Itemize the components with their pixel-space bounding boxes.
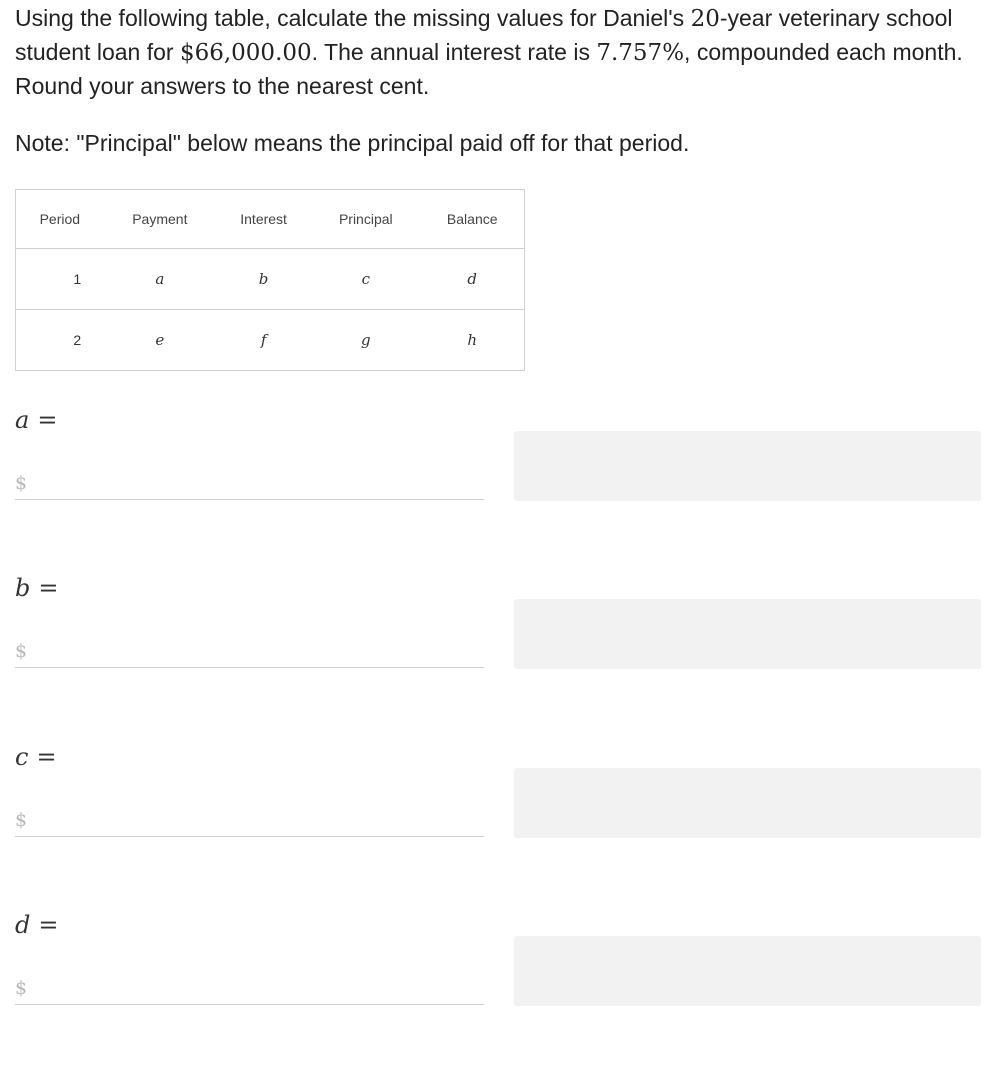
loan-amount: $66,000.00: [179, 40, 312, 66]
answer-label-b: b =: [15, 574, 59, 602]
answer-input-b[interactable]: [15, 636, 484, 668]
question-part-1: Using the following table, calculate the missing values for Daniel's: [15, 5, 691, 31]
answer-input-a[interactable]: [15, 468, 484, 500]
question-text: [15, 2, 980, 103]
principal-note: Note: "Principal" below means the principal paid off for that period.: [15, 130, 690, 156]
dollar-prefix: $: [15, 809, 28, 831]
header-period: Period: [39, 211, 81, 227]
cell-principal: g: [360, 331, 371, 349]
answer-block-a: [0, 406, 995, 566]
interest-rate: 7.757%: [596, 40, 685, 66]
header-payment: Payment: [132, 211, 188, 227]
question-part-2: -year veterinary school student loan for: [15, 5, 953, 65]
feedback-box-a: [514, 431, 981, 501]
question-part-3: . The annual interest rate is: [311, 39, 597, 65]
answer-input-d[interactable]: [15, 973, 484, 1005]
dollar-prefix: $: [15, 472, 28, 494]
header-balance: Balance: [446, 211, 498, 227]
answer-block-b: [0, 574, 995, 734]
cell-balance: h: [467, 331, 478, 349]
cell-period: 2: [73, 332, 82, 348]
answer-input-c[interactable]: [15, 805, 484, 837]
cell-balance: d: [467, 270, 478, 288]
feedback-box-c: [514, 768, 981, 838]
header-principal: Principal: [338, 211, 393, 227]
cell-principal: c: [361, 270, 370, 288]
table-row: [16, 310, 525, 371]
cell-period: 1: [73, 271, 82, 287]
loan-years: 20: [690, 6, 720, 32]
answer-label-d: d =: [15, 911, 59, 939]
question-part-4: , compounded each month. Round your answers to the nearest cent.: [15, 39, 963, 99]
answer-label-c: c =: [15, 743, 57, 771]
cell-payment: a: [155, 270, 165, 288]
amortization-table: [15, 189, 525, 371]
dollar-prefix: $: [15, 977, 28, 999]
dollar-prefix: $: [15, 640, 28, 662]
answer-block-c: [0, 743, 995, 903]
header-interest: Interest: [240, 211, 287, 227]
cell-interest: f: [260, 331, 267, 349]
feedback-box-d: [514, 936, 981, 1006]
cell-payment: e: [155, 331, 165, 349]
table-row: [16, 249, 525, 310]
answer-label-a: a =: [15, 406, 58, 434]
answer-block-d: [0, 911, 995, 1071]
cell-interest: b: [258, 270, 269, 288]
feedback-box-b: [514, 599, 981, 669]
table-header-row: [16, 190, 525, 249]
